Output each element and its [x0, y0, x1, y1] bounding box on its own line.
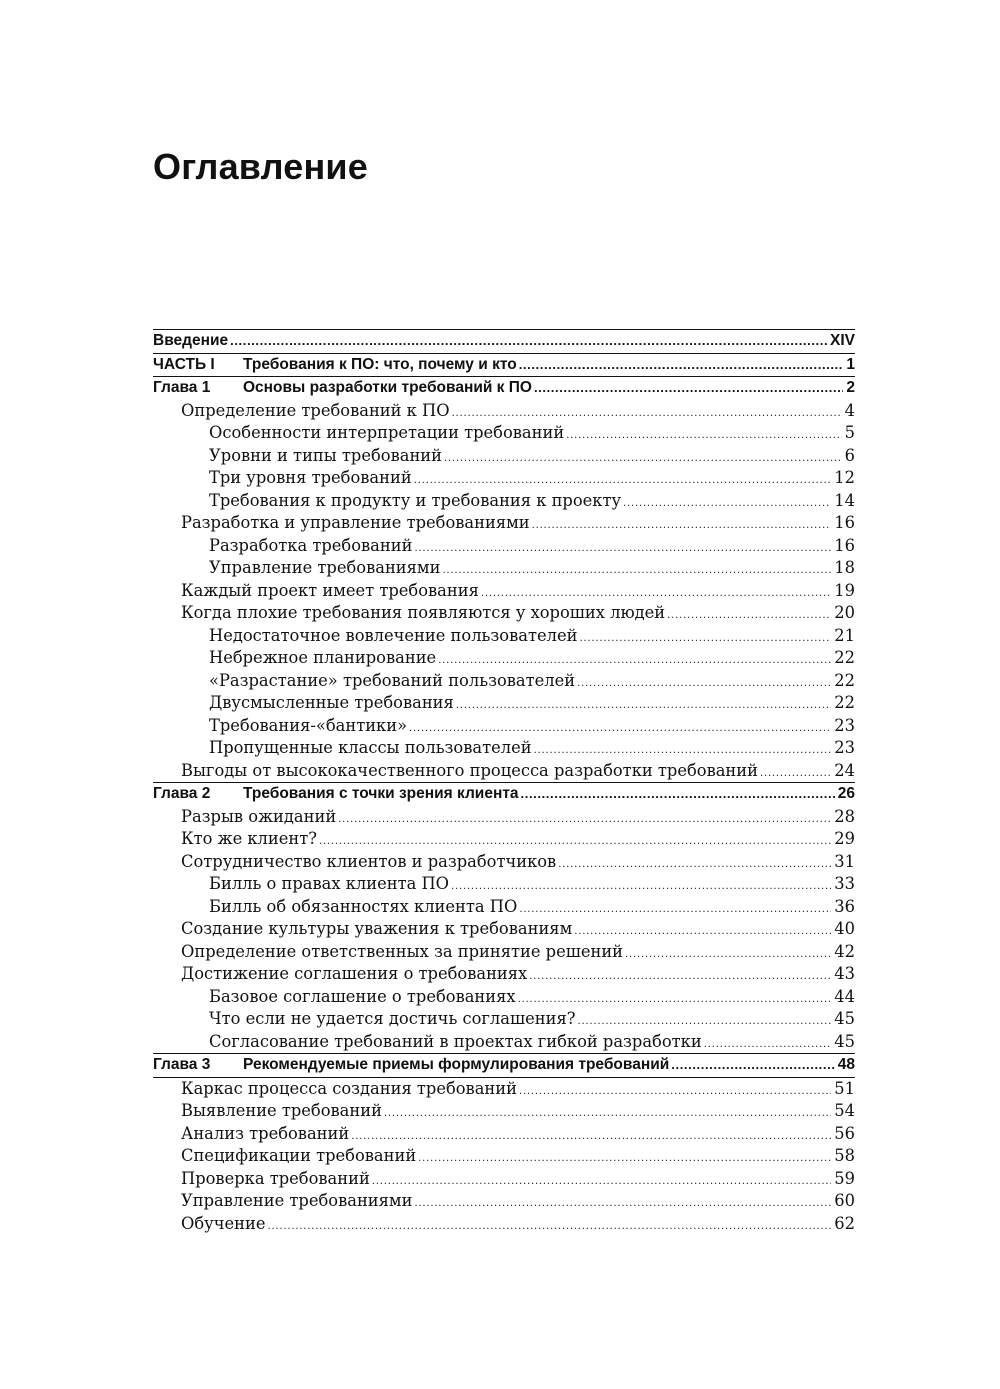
- leader-dots: [623, 493, 831, 513]
- toc-entry[interactable]: [153, 737, 855, 760]
- leader-dots: [414, 538, 831, 558]
- toc-part-1[interactable]: [153, 353, 855, 377]
- part-page: 1: [846, 355, 855, 373]
- toc-entry[interactable]: [153, 422, 855, 445]
- leader-dots: [577, 673, 831, 693]
- chapter-number: Глава 3: [153, 1056, 211, 1073]
- entry-page: 5: [844, 423, 855, 442]
- leader-dots: [625, 944, 831, 964]
- leader-dots: [267, 1216, 831, 1236]
- entry-page: 62: [834, 1213, 855, 1233]
- entry-label: Разрыв ожиданий: [181, 806, 337, 826]
- toc-entry[interactable]: [153, 986, 855, 1009]
- toc-entry[interactable]: [153, 806, 855, 829]
- toc-entry[interactable]: [153, 557, 855, 580]
- toc-entry[interactable]: [153, 535, 855, 558]
- chapter-number: Глава 1: [153, 379, 211, 396]
- toc-entry[interactable]: [153, 1031, 855, 1054]
- entry-page: 14: [834, 490, 855, 510]
- toc-entry[interactable]: [153, 692, 855, 715]
- toc-entry[interactable]: [153, 602, 855, 625]
- entry-label: Особенности интерпретации требований: [209, 423, 565, 442]
- entry-label: Согласование требований в проектах гибкой разработки: [209, 1031, 702, 1051]
- entry-page: 40: [834, 919, 855, 938]
- chapter-title: Рекомендуемые приемы формулирования требований: [243, 1056, 670, 1073]
- leader-dots: [521, 783, 835, 806]
- leader-dots: [451, 876, 831, 896]
- toc-entry[interactable]: [153, 1145, 855, 1168]
- entry-page: 23: [834, 738, 855, 757]
- leader-dots: [338, 809, 831, 829]
- entry-label: Разработка и управление требованиями: [181, 513, 530, 532]
- leader-dots: [574, 921, 831, 941]
- entry-label: Обучение: [181, 1213, 266, 1233]
- entry-page: 16: [834, 535, 855, 555]
- entry-page: 44: [834, 986, 855, 1006]
- toc-entry[interactable]: [153, 873, 855, 896]
- toc-entry[interactable]: [153, 400, 855, 423]
- toc-entry[interactable]: [153, 1213, 855, 1236]
- entry-label: Три уровня требований: [209, 468, 412, 487]
- leader-dots: [442, 560, 831, 580]
- leader-dots: [319, 831, 831, 851]
- leader-dots: [518, 989, 832, 1009]
- toc-entry[interactable]: [153, 1168, 855, 1191]
- entry-label: Сотрудничество клиентов и разработчиков: [181, 851, 557, 871]
- entry-page: 21: [834, 625, 855, 645]
- entry-label: Анализ требований: [181, 1123, 350, 1143]
- entry-label: Кто же клиент?: [181, 829, 317, 848]
- entry-page: 12: [834, 468, 855, 487]
- entry-label: Достижение соглашения о требованиях: [181, 964, 528, 983]
- toc-entry[interactable]: [153, 828, 855, 851]
- leader-dots: [456, 695, 831, 715]
- entry-page: 19: [834, 580, 855, 600]
- entry-page: 20: [834, 603, 855, 622]
- entry-label: Разработка требований: [209, 535, 413, 555]
- toc-chapter-1[interactable]: [153, 376, 855, 400]
- toc-entry[interactable]: [153, 918, 855, 941]
- toc-entry[interactable]: [153, 670, 855, 693]
- leader-dots: [438, 650, 831, 670]
- entry-label: Управление требованиями: [209, 558, 441, 577]
- toc-entry[interactable]: [153, 896, 855, 919]
- entry-page: 45: [834, 1009, 855, 1028]
- entry-page: 42: [834, 941, 855, 961]
- toc-entry[interactable]: [153, 490, 855, 513]
- entry-label: Когда плохие требования появляются у хороших людей: [181, 603, 666, 622]
- toc-entry[interactable]: [153, 1100, 855, 1123]
- entry-label: Билль об обязанностях клиента ПО: [209, 896, 518, 916]
- leader-dots: [704, 1034, 832, 1054]
- entry-label: Небрежное планирование: [209, 648, 437, 667]
- entry-page: 33: [834, 874, 855, 893]
- leader-dots: [534, 377, 843, 400]
- leader-dots: [230, 330, 827, 353]
- chapter-page: 48: [837, 1056, 855, 1073]
- entry-page: 45: [834, 1031, 855, 1051]
- leader-dots: [414, 1193, 831, 1213]
- entry-page: 60: [834, 1191, 855, 1210]
- entry-label: Определение требований к ПО: [181, 400, 450, 420]
- leader-dots: [579, 628, 831, 648]
- leader-dots: [409, 718, 831, 738]
- entry-page: 36: [834, 896, 855, 916]
- entry-label: Создание культуры уважения к требованиям: [181, 919, 573, 938]
- leader-dots: [519, 1081, 831, 1101]
- toc-entry[interactable]: [153, 1078, 855, 1101]
- leader-dots: [481, 583, 831, 603]
- toc-entry[interactable]: [153, 445, 855, 468]
- entry-label: «Разрастание» требований пользователей: [209, 670, 576, 690]
- toc-entry[interactable]: [153, 1008, 855, 1031]
- toc-intro-page: XIV: [830, 332, 855, 349]
- leader-dots: [384, 1103, 831, 1123]
- leader-dots: [372, 1171, 831, 1191]
- toc-entry[interactable]: [153, 963, 855, 986]
- entry-page: 24: [834, 760, 855, 780]
- entry-label: Что если не удается достичь соглашения?: [209, 1009, 576, 1028]
- leader-dots: [566, 425, 841, 445]
- toc-intro-label: Введение: [153, 332, 229, 349]
- entry-label: Каркас процесса создания требований: [181, 1078, 517, 1098]
- leader-dots: [351, 1126, 831, 1146]
- leader-dots: [558, 854, 831, 874]
- entry-label: Выявление требований: [181, 1101, 382, 1120]
- leader-dots: [519, 354, 844, 377]
- toc-intro[interactable]: [153, 329, 855, 353]
- toc-entry[interactable]: [153, 760, 855, 783]
- toc-entry[interactable]: [153, 1190, 855, 1213]
- entry-page: 59: [834, 1168, 855, 1188]
- toc-entry[interactable]: [153, 851, 855, 874]
- toc-entry[interactable]: [153, 512, 855, 535]
- entry-label: Билль о правах клиента ПО: [209, 874, 450, 893]
- leader-dots: [519, 899, 831, 919]
- toc-entry[interactable]: [153, 647, 855, 670]
- chapter-title: Основы разработки требований к ПО: [243, 379, 532, 396]
- leader-dots: [452, 403, 842, 423]
- toc-entry[interactable]: [153, 467, 855, 490]
- entry-page: 43: [834, 964, 855, 983]
- entry-page: 29: [834, 829, 855, 848]
- entry-label: Уровни и типы требований: [209, 445, 443, 465]
- chapter-page: 26: [837, 785, 855, 802]
- leader-dots: [534, 740, 832, 760]
- chapter-title: Требования с точки зрения клиента: [243, 785, 519, 802]
- entry-label: Определение ответственных за принятие решений: [181, 941, 624, 961]
- leader-dots: [414, 470, 832, 490]
- leader-dots: [529, 966, 831, 986]
- entry-label: Базовое соглашение о требованиях: [209, 986, 516, 1006]
- entry-page: 51: [834, 1078, 855, 1098]
- toc-chapter-3[interactable]: [153, 1053, 855, 1078]
- leader-dots: [760, 763, 831, 783]
- page-title: Оглавление: [153, 146, 368, 187]
- entry-page: 56: [834, 1123, 855, 1143]
- part-title: Требования к ПО: что, почему и кто: [243, 355, 517, 373]
- entry-page: 18: [834, 558, 855, 577]
- entry-page: 4: [844, 400, 855, 420]
- entry-label: Требования к продукту и требования к проекту: [209, 490, 622, 510]
- toc-entry[interactable]: [153, 941, 855, 964]
- leader-dots: [671, 1054, 834, 1077]
- toc-entry[interactable]: [153, 580, 855, 603]
- leader-dots: [532, 515, 832, 535]
- entry-page: 23: [834, 715, 855, 735]
- entry-page: 6: [844, 445, 855, 465]
- entry-label: Недостаточное вовлечение пользователей: [209, 625, 578, 645]
- entry-page: 22: [834, 648, 855, 667]
- toc-entry[interactable]: [153, 625, 855, 648]
- leader-dots: [418, 1148, 831, 1168]
- entry-page: 16: [834, 513, 855, 532]
- entry-page: 31: [834, 851, 855, 871]
- entry-label: Пропущенные классы пользователей: [209, 738, 532, 757]
- table-of-contents: [153, 329, 855, 1235]
- chapter-page: 2: [846, 379, 855, 396]
- entry-page: 28: [834, 806, 855, 826]
- toc-chapter-2[interactable]: [153, 782, 855, 806]
- toc-entry[interactable]: [153, 1123, 855, 1146]
- leader-dots: [577, 1011, 831, 1031]
- leader-dots: [667, 605, 831, 625]
- toc-entry[interactable]: [153, 715, 855, 738]
- entry-label: Выгоды от высококачественного процесса разработки требований: [181, 760, 758, 780]
- entry-label: Требования-«бантики»: [209, 715, 408, 735]
- entry-page: 58: [834, 1146, 855, 1165]
- leader-dots: [444, 448, 842, 468]
- entry-label: Каждый проект имеет требования: [181, 580, 479, 600]
- entry-page: 22: [834, 693, 855, 712]
- entry-page: 22: [834, 670, 855, 690]
- entry-label: Двусмысленные требования: [209, 693, 454, 712]
- part-number: ЧАСТЬ I: [153, 355, 215, 373]
- chapter-number: Глава 2: [153, 785, 211, 802]
- entry-label: Спецификации требований: [181, 1146, 417, 1165]
- entry-label: Проверка требований: [181, 1168, 370, 1188]
- entry-page: 54: [834, 1101, 855, 1120]
- entry-label: Управление требованиями: [181, 1191, 413, 1210]
